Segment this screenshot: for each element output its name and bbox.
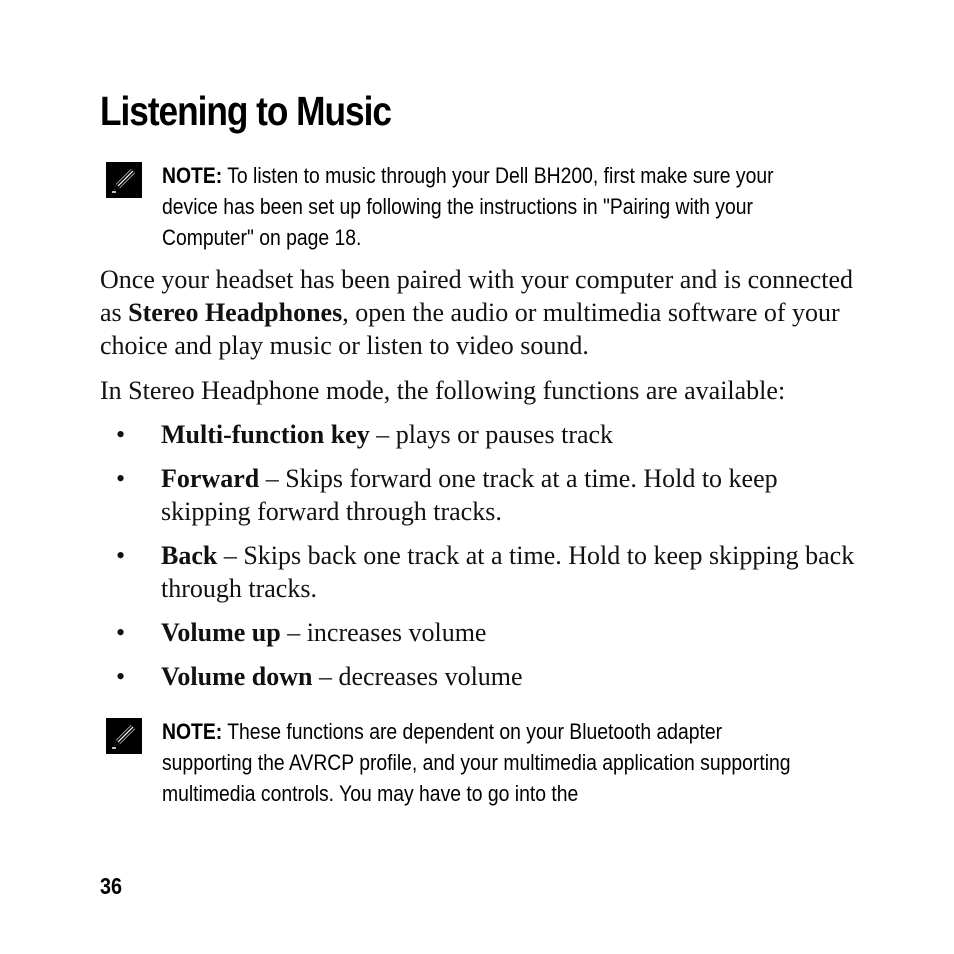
- paragraph-text-cont: , open the audio or multimedia software of your choice and play music or listen to video sound.: [100, 298, 840, 360]
- note-body-1: To listen to music through your Dell BH200, first make sure your device has been set up following the instructions in "Pairing with your Computer" on page 18.: [162, 163, 774, 250]
- bullet-marker: •: [116, 464, 126, 493]
- note-text-2: [162, 716, 809, 809]
- bullet-marker: •: [116, 662, 126, 691]
- bullet-term: Back: [161, 541, 218, 570]
- list-item-forward: [100, 462, 860, 528]
- bullet-marker: •: [116, 420, 126, 449]
- note-body-2: These functions are dependent on your Bluetooth adapter supporting the AVRCP profile, and your multimedia application supporting multimedia controls. You may have to go into the: [162, 719, 791, 806]
- stereo-headphones-term: Stereo Headphones: [128, 298, 343, 327]
- list-item-back: [100, 539, 860, 605]
- list-item-volume-up: [100, 616, 860, 649]
- bullet-desc: – Skips back one track at a time. Hold to keep skipping back through tracks.: [161, 541, 855, 603]
- page-number: 36: [100, 873, 123, 899]
- page-title: Listening to Music: [100, 88, 391, 134]
- bullet-marker: •: [116, 618, 126, 647]
- pencil-note-icon: [106, 718, 142, 754]
- paragraph-text: Once your headset has been paired with your computer and is connected as: [100, 265, 854, 327]
- note-label-1: NOTE:: [162, 163, 223, 188]
- bullet-term: Volume up: [161, 618, 281, 647]
- bullet-desc: – decreases volume: [312, 662, 523, 691]
- bullet-desc: – Skips forward one track at a time. Hold to keep skipping forward through tracks.: [161, 464, 778, 526]
- bullet-term: Multi-function key: [161, 420, 370, 449]
- functions-list: [100, 418, 860, 704]
- bullet-term: Forward: [161, 464, 260, 493]
- list-item-volume-down: [100, 660, 860, 693]
- bullet-desc: – increases volume: [280, 618, 487, 647]
- note-text-1: [162, 160, 809, 253]
- note-label-2: NOTE:: [162, 719, 223, 744]
- note-box-1: [100, 160, 860, 256]
- paragraph-functions-intro: In Stereo Headphone mode, the following functions are available:: [100, 376, 786, 405]
- paragraph-paired-headset: [100, 263, 860, 362]
- pencil-note-icon: [106, 162, 142, 198]
- list-item-multi-function-key: [100, 418, 860, 451]
- bullet-marker: •: [116, 541, 126, 570]
- bullet-desc: – plays or pauses track: [369, 420, 614, 449]
- bullet-term: Volume down: [161, 662, 313, 691]
- note-box-2: [100, 716, 860, 812]
